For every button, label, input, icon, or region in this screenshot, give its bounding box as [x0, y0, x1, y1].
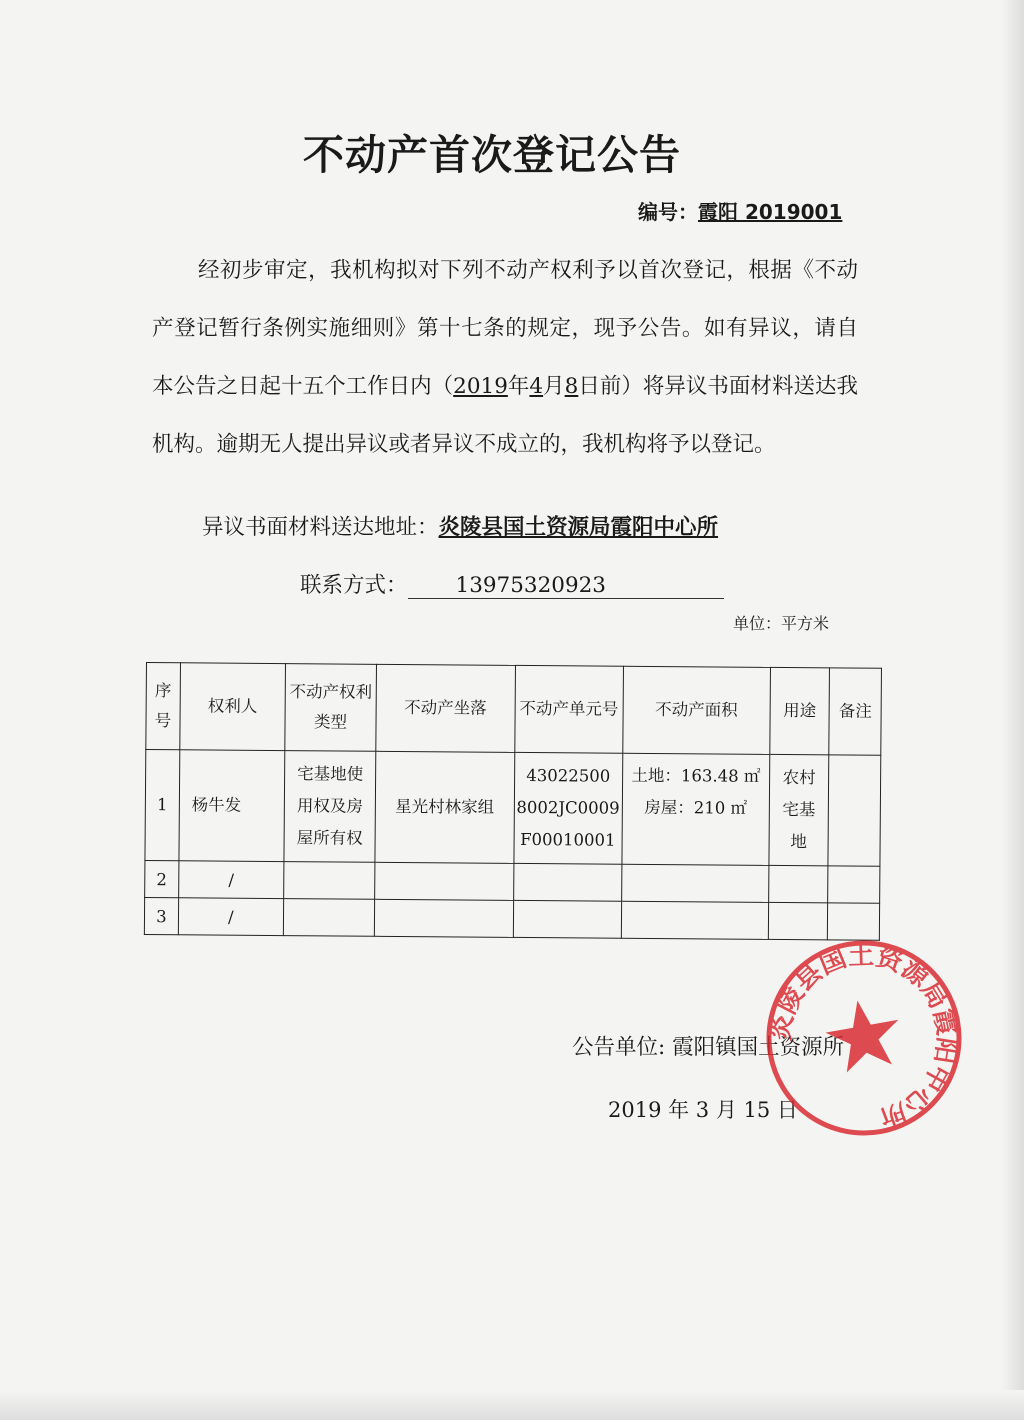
header-location: 不动产坐落: [376, 664, 515, 752]
deadline-month: 4: [529, 374, 544, 399]
row3-cell: [374, 899, 513, 937]
issuing-unit: 公告单位: 霞阳镇国土资源所: [572, 1035, 845, 1060]
row1-area-land: 土地：163.48 ㎡: [631, 765, 761, 786]
month-char: 月: [543, 374, 565, 399]
contact-label: 联系方式：: [300, 573, 408, 598]
row1-use: [769, 754, 829, 865]
row1-note: [828, 755, 881, 866]
header-holder: 权利人: [180, 663, 286, 751]
doc-number: [638, 196, 842, 225]
unit-note: 单位：平方米: [733, 614, 830, 633]
table-row: [145, 860, 880, 903]
header-note: 备注: [829, 668, 881, 755]
row1-location: 星光村林家组: [375, 751, 514, 863]
row2-cell: [375, 862, 514, 900]
row2-cell: [284, 862, 375, 900]
row1-holder: 杨牛发: [179, 750, 285, 862]
row3-cell: [513, 900, 622, 938]
row1-unit-line3: F00010001: [520, 829, 616, 850]
contact-info: [300, 568, 724, 599]
body-text-2: 日前）将异议书面材料送达我机构。逾期无人提出异议或者异议不成立的，我机构将予以登记。: [152, 374, 858, 457]
row1-unit-no: [514, 752, 623, 864]
row1-right-type: [284, 751, 376, 863]
deadline-year: 2019: [453, 374, 508, 399]
notice-title: 不动产首次登记公告: [303, 131, 681, 179]
row2-cell: [513, 863, 622, 901]
header-type-line1: 不动产权利: [289, 682, 373, 702]
body-text-1: 经初步审定，我机构拟对下列不动产权利予以首次登记，根据《不动产登记暂行条例实施细则》第十七条的规定，现予公告。如有异议，请自本公告之日起十五个工作日内（: [152, 258, 858, 399]
row1-type-line2: 用权及房: [296, 796, 363, 816]
row3-cell: [621, 901, 768, 939]
row2-cell: [768, 865, 828, 902]
official-seal-icon: [764, 938, 964, 1138]
row2-cell: [828, 866, 880, 903]
header-area: 不动产面积: [623, 666, 771, 754]
row2-holder: /: [178, 861, 283, 899]
row1-use-line2: 宅基: [782, 800, 816, 820]
header-right-type: [285, 664, 377, 752]
page-bottom-shadow: [0, 1390, 1024, 1420]
table-row: [144, 897, 879, 940]
page-edge-shadow: [1002, 0, 1024, 1420]
row1-seq: 1: [145, 750, 180, 861]
row3-cell: [283, 899, 374, 937]
registration-table: [144, 662, 882, 941]
row3-cell: [828, 903, 880, 940]
year-char: 年: [507, 374, 530, 399]
table-row: [145, 750, 881, 867]
address-value: 炎陵县国土资源局霞阳中心所: [438, 515, 719, 540]
row1-unit-line2: 8002JC0009: [516, 797, 620, 818]
row1-use-line3: 地: [790, 832, 807, 852]
doc-number-label: 编号：: [638, 200, 698, 224]
header-unit-no: 不动产单元号: [514, 665, 623, 753]
row1-area-house: 房屋：210 ㎡: [644, 797, 748, 818]
deadline-day: 8: [564, 374, 579, 399]
header-type-line2: 类型: [313, 712, 348, 732]
row1-type-line3: 屋所有权: [296, 828, 363, 848]
issue-date: 2019 年 3 月 15 日: [608, 1098, 798, 1122]
row3-holder: /: [178, 898, 283, 936]
row3-seq: 3: [144, 897, 178, 934]
row2-cell: [621, 864, 768, 902]
contact-phone: 13975320923: [408, 573, 724, 599]
doc-number-value: 霞阳 2019001: [698, 200, 843, 224]
row1-type-line1: 宅基地使: [297, 764, 364, 784]
row1-use-line1: 农村: [782, 768, 816, 788]
row3-cell: [768, 902, 828, 939]
row2-seq: 2: [145, 860, 179, 897]
row1-unit-line1: 43022500: [526, 765, 611, 786]
svg-text:炎陵县国土资源局霞阳中心所: 炎陵县国土资源局霞阳中心所: [766, 940, 962, 1134]
objection-address: [202, 510, 718, 541]
header-seq: 序号: [146, 663, 181, 750]
address-label: 异议书面材料送达地址：: [202, 515, 439, 540]
header-use: 用途: [770, 667, 830, 754]
row1-area: [622, 753, 770, 865]
notice-body: [152, 242, 858, 474]
table-header-row: [146, 663, 882, 756]
